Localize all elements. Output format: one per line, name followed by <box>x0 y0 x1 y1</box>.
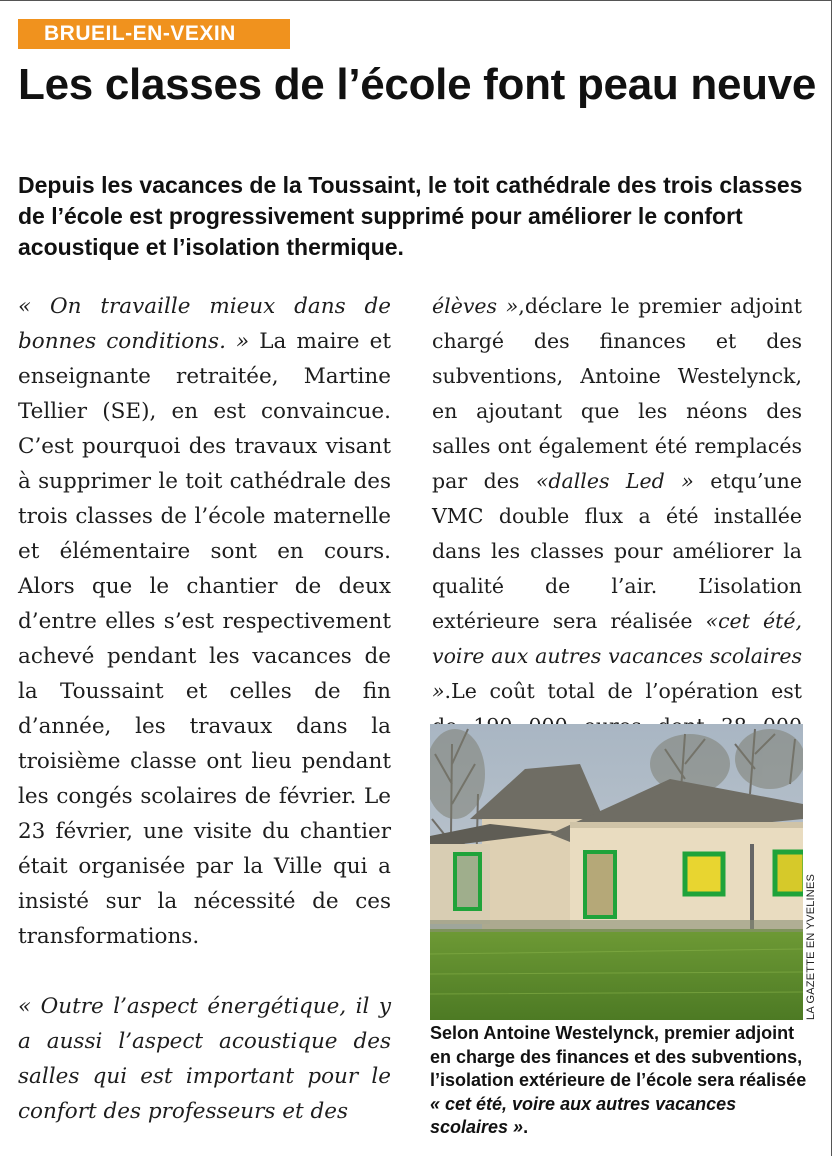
paragraph-2-text-3: . <box>444 679 452 703</box>
paragraph-2-text: déclare le premier adjoint chargé des finances et des subventions, Antoine Westelynck, en ajoutant que les néons des salles ont également été remplacés par des <box>432 294 802 493</box>
school-photo <box>430 724 803 1020</box>
article-column-left <box>18 289 391 1129</box>
quote-cet-ete: « <box>705 609 719 633</box>
photo-credit: LA GAZETTE EN YVELINES <box>805 873 817 1020</box>
quote-dalles-led: dalles Led » <box>548 469 694 493</box>
paragraph-2-text-2: qu’une VMC double flux a été installée dans les classes pour améliorer la qualité de l’air. L’isolation extérieure sera réalisée <box>432 469 803 633</box>
school-building-illustration <box>430 724 803 1020</box>
paragraph-gap <box>18 954 391 989</box>
quote-westelynck: « Outre l’aspect énergétique, il y a aussi l’aspect acoustique des salles qui est important pour le confort des professeurs et des <box>18 994 391 1124</box>
paragraph-1-text: La maire et enseignante retraitée, Martine Tellier (SE), en est convaincue. C’est pourquoi des travaux visant à supprimer le toit cathédrale des trois classes de l’école maternelle et élémentaire sont en cours. Alors que le chantier de deux d’entre elles s’est respectivement achevé pendant les vacances de la Toussaint et celles de fin d’année, les travaux dans la troisième classe ont lieu pendant les congés scolaires de février. Le 23 février, une visite du chantier était organisée par la Ville qui a insisté sur la nécessité de ces transformations. <box>18 329 391 949</box>
quote-cet-ete: cet été, voire aux autres vacances scolaires » <box>432 609 802 703</box>
paragraph-1 <box>18 289 391 954</box>
paragraph-2-continued <box>432 289 802 779</box>
quote-opening: « On travaille mieux dans de bonnes conditions. » <box>18 294 391 354</box>
caption-end: . <box>523 1117 529 1137</box>
standfirst: Depuis les vacances de la Toussaint, le toit cathédrale des trois classes de l’école est progressivement supprimé pour améliorer le confort acoustique et l’isolation thermique. <box>18 172 803 260</box>
paragraph-2-text: , <box>518 294 525 318</box>
paragraph-2-text-2: et <box>693 469 731 493</box>
paragraph-2-text-3: Le coût total de l’opération est <box>451 679 802 703</box>
quote-dalles-led: « <box>535 469 549 493</box>
section-tag: BRUEIL-EN-VEXIN <box>18 19 290 49</box>
quote-westelynck: élèves » <box>432 294 519 318</box>
photo-caption <box>430 1022 810 1140</box>
article-column-right <box>432 289 802 779</box>
paragraph-2-start <box>18 989 391 1129</box>
caption-text: Selon Antoine Westelynck, premier adjoint en charge des finances et des subventions, l’isolation extérieure de l’école sera réalisée <box>430 1023 807 1090</box>
caption-quote: « cet été, voire aux autres vacances scolaires » <box>430 1093 737 1137</box>
headline: Les classes de l’école font peau neuve <box>18 60 817 109</box>
